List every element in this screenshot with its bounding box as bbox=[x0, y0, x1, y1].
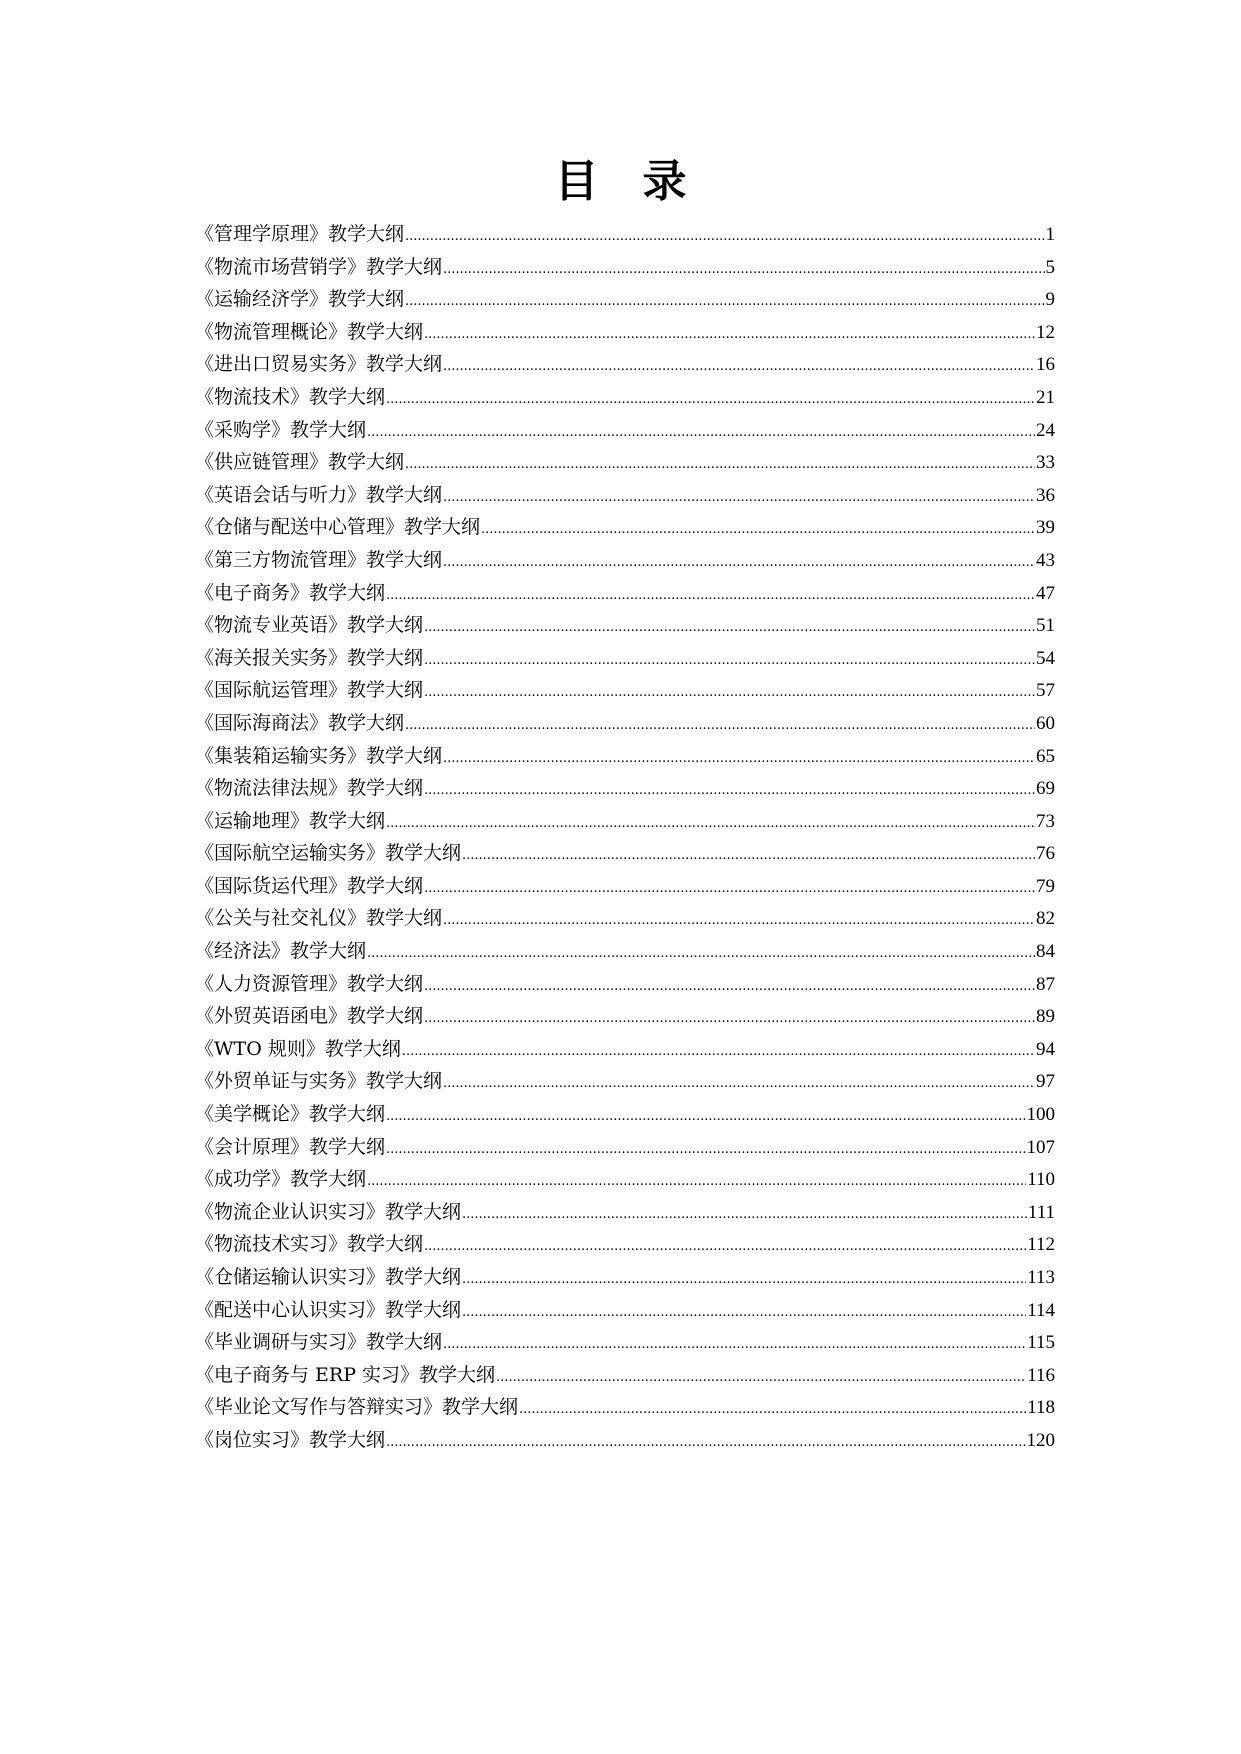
toc-entry-title: 《电子商务》教学大纲 bbox=[195, 581, 386, 604]
toc-entry[interactable] bbox=[195, 1196, 1055, 1229]
toc-entry[interactable] bbox=[195, 968, 1055, 1001]
toc-dot-leader bbox=[462, 1264, 1026, 1297]
toc-entry-title: 《外贸英语函电》教学大纲 bbox=[195, 1005, 424, 1028]
toc-entry[interactable] bbox=[195, 381, 1055, 414]
toc-entry-page-number: 69 bbox=[1036, 778, 1055, 800]
toc-entry-page-number: 84 bbox=[1036, 941, 1055, 963]
toc-entry[interactable] bbox=[195, 348, 1055, 381]
toc-entry-title: 《国际航运管理》教学大纲 bbox=[195, 679, 424, 702]
toc-entry[interactable] bbox=[195, 1228, 1055, 1261]
toc-dot-leader bbox=[386, 1427, 1025, 1460]
toc-dot-leader bbox=[386, 1101, 1025, 1134]
toc-dot-leader bbox=[443, 482, 1035, 515]
table-of-contents bbox=[195, 218, 1055, 1457]
toc-dot-leader bbox=[386, 808, 1035, 841]
toc-entry-page-number: 60 bbox=[1036, 712, 1055, 734]
toc-dot-leader bbox=[424, 971, 1035, 1004]
toc-entry[interactable] bbox=[195, 251, 1055, 284]
toc-dot-leader bbox=[443, 1068, 1035, 1101]
toc-dot-leader bbox=[405, 221, 1044, 254]
toc-entry-title: 《进出口贸易实务》教学大纲 bbox=[195, 353, 443, 376]
toc-entry-page-number: 9 bbox=[1045, 289, 1055, 311]
toc-entry-title: 《海关报关实务》教学大纲 bbox=[195, 646, 424, 669]
toc-dot-leader bbox=[519, 1394, 1026, 1427]
toc-entry-page-number: 33 bbox=[1036, 452, 1055, 474]
toc-entry-title: 《会计原理》教学大纲 bbox=[195, 1135, 386, 1158]
toc-entry[interactable] bbox=[195, 870, 1055, 903]
toc-dot-leader bbox=[481, 514, 1035, 547]
toc-entry[interactable] bbox=[195, 1326, 1055, 1359]
toc-dot-leader bbox=[443, 1329, 1026, 1362]
toc-dot-leader bbox=[443, 547, 1035, 580]
toc-entry-page-number: 21 bbox=[1036, 386, 1055, 408]
toc-dot-leader bbox=[367, 417, 1035, 450]
toc-entry-title: 《岗位实习》教学大纲 bbox=[195, 1428, 386, 1451]
toc-entry-title: 《配送中心认识实习》教学大纲 bbox=[195, 1298, 462, 1321]
toc-entry-title: 《集装箱运输实务》教学大纲 bbox=[195, 744, 443, 767]
toc-entry[interactable] bbox=[195, 1163, 1055, 1196]
toc-dot-leader bbox=[424, 612, 1035, 645]
toc-entry[interactable] bbox=[195, 805, 1055, 838]
toc-entry[interactable] bbox=[195, 707, 1055, 740]
toc-dot-leader bbox=[386, 1134, 1025, 1167]
toc-entry[interactable] bbox=[195, 902, 1055, 935]
toc-entry-title: 《成功学》教学大纲 bbox=[195, 1168, 367, 1191]
toc-entry[interactable] bbox=[195, 609, 1055, 642]
toc-entry-page-number: 120 bbox=[1026, 1429, 1055, 1451]
toc-entry-page-number: 107 bbox=[1026, 1136, 1055, 1158]
toc-entry-page-number: 39 bbox=[1036, 517, 1055, 539]
toc-entry[interactable] bbox=[195, 316, 1055, 349]
toc-entry-page-number: 73 bbox=[1036, 810, 1055, 832]
toc-dot-leader bbox=[402, 1036, 1035, 1069]
toc-dot-leader bbox=[424, 873, 1035, 906]
toc-entry-page-number: 47 bbox=[1036, 582, 1055, 604]
toc-entry-page-number: 116 bbox=[1027, 1364, 1055, 1386]
toc-dot-leader bbox=[424, 645, 1035, 678]
toc-dot-leader bbox=[443, 743, 1035, 776]
toc-entry-page-number: 89 bbox=[1036, 1006, 1055, 1028]
toc-entry[interactable] bbox=[195, 642, 1055, 675]
toc-entry[interactable] bbox=[195, 446, 1055, 479]
toc-entry-title: 《物流法律法规》教学大纲 bbox=[195, 777, 424, 800]
toc-entry-title: 《毕业调研与实习》教学大纲 bbox=[195, 1331, 443, 1354]
toc-entry-page-number: 5 bbox=[1045, 256, 1055, 278]
toc-dot-leader bbox=[462, 840, 1035, 873]
toc-dot-leader bbox=[462, 1297, 1026, 1330]
toc-entry-page-number: 87 bbox=[1036, 973, 1055, 995]
toc-entry-page-number: 16 bbox=[1036, 354, 1055, 376]
toc-entry-page-number: 79 bbox=[1036, 875, 1055, 897]
toc-dot-leader bbox=[424, 1231, 1026, 1264]
toc-entry-page-number: 97 bbox=[1036, 1071, 1055, 1093]
toc-entry[interactable] bbox=[195, 1065, 1055, 1098]
toc-entry[interactable] bbox=[195, 1424, 1055, 1457]
toc-entry-title: 《管理学原理》教学大纲 bbox=[195, 223, 405, 245]
toc-entry[interactable] bbox=[195, 218, 1055, 251]
toc-entry[interactable] bbox=[195, 577, 1055, 610]
toc-entry[interactable] bbox=[195, 837, 1055, 870]
toc-entry[interactable] bbox=[195, 935, 1055, 968]
toc-dot-leader bbox=[443, 254, 1044, 287]
toc-dot-leader bbox=[424, 677, 1035, 710]
toc-dot-leader bbox=[405, 286, 1044, 319]
toc-entry-page-number: 113 bbox=[1027, 1267, 1055, 1288]
toc-entry-page-number: 76 bbox=[1036, 843, 1055, 865]
toc-dot-leader bbox=[367, 938, 1035, 971]
toc-entry-page-number: 82 bbox=[1036, 908, 1055, 930]
toc-dot-leader bbox=[424, 1003, 1035, 1036]
toc-entry[interactable] bbox=[195, 414, 1055, 447]
toc-entry[interactable] bbox=[195, 1098, 1055, 1131]
toc-entry-title: 《运输地理》教学大纲 bbox=[195, 809, 386, 832]
toc-entry-title: 《外贸单证与实务》教学大纲 bbox=[195, 1070, 443, 1093]
toc-entry[interactable] bbox=[195, 1033, 1055, 1066]
toc-entry-title: 《物流管理概论》教学大纲 bbox=[195, 320, 424, 343]
toc-entry-title: 《人力资源管理》教学大纲 bbox=[195, 972, 424, 995]
toc-dot-leader bbox=[462, 1199, 1027, 1232]
toc-entry-page-number: 24 bbox=[1036, 419, 1055, 441]
toc-dot-leader bbox=[367, 1166, 1026, 1199]
toc-dot-leader bbox=[424, 775, 1035, 808]
toc-entry-title: 《国际航空运输实务》教学大纲 bbox=[195, 842, 462, 865]
toc-entry-title: 《英语会话与听力》教学大纲 bbox=[195, 483, 443, 506]
toc-dot-leader bbox=[424, 319, 1035, 352]
toc-entry-title: 《运输经济学》教学大纲 bbox=[195, 288, 405, 311]
toc-entry-title: 《供应链管理》教学大纲 bbox=[195, 451, 405, 474]
toc-entry-title: 《国际海商法》教学大纲 bbox=[195, 711, 405, 734]
toc-entry-title: 《采购学》教学大纲 bbox=[195, 418, 367, 441]
toc-entry[interactable] bbox=[195, 772, 1055, 805]
toc-entry-title: 《仓储运输认识实习》教学大纲 bbox=[195, 1266, 462, 1288]
toc-entry-page-number: 57 bbox=[1036, 680, 1055, 702]
toc-entry[interactable] bbox=[195, 544, 1055, 577]
toc-entry-page-number: 100 bbox=[1026, 1104, 1055, 1126]
toc-entry-title: 《毕业论文写作与答辩实习》教学大纲 bbox=[195, 1396, 519, 1419]
toc-entry-title: 《物流技术实习》教学大纲 bbox=[195, 1233, 424, 1256]
toc-entry-title: 《物流技术》教学大纲 bbox=[195, 385, 386, 408]
toc-entry-title: 《美学概论》教学大纲 bbox=[195, 1103, 386, 1126]
toc-entry-page-number: 51 bbox=[1036, 615, 1055, 637]
toc-entry-page-number: 43 bbox=[1036, 549, 1055, 571]
toc-entry[interactable] bbox=[195, 1131, 1055, 1164]
toc-entry-page-number: 114 bbox=[1027, 1299, 1055, 1321]
toc-dot-leader bbox=[405, 710, 1035, 743]
page-title-right: 录 bbox=[642, 156, 687, 207]
toc-entry-title: 《WTO 规则》教学大纲 bbox=[195, 1037, 401, 1060]
toc-dot-leader bbox=[443, 905, 1035, 938]
toc-entry[interactable] bbox=[195, 1391, 1055, 1424]
toc-entry-title: 《电子商务与 ERP 实习》教学大纲 bbox=[195, 1363, 496, 1386]
toc-entry[interactable] bbox=[195, 511, 1055, 544]
toc-entry[interactable] bbox=[195, 674, 1055, 707]
toc-entry-page-number: 54 bbox=[1036, 647, 1055, 669]
toc-entry[interactable] bbox=[195, 1000, 1055, 1033]
toc-entry-page-number: 110 bbox=[1027, 1169, 1055, 1191]
toc-entry-title: 《国际货运代理》教学大纲 bbox=[195, 874, 424, 897]
toc-entry-page-number: 94 bbox=[1036, 1038, 1055, 1060]
toc-entry-page-number: 115 bbox=[1027, 1332, 1055, 1354]
toc-dot-leader bbox=[386, 384, 1035, 417]
toc-entry[interactable] bbox=[195, 479, 1055, 512]
toc-dot-leader bbox=[443, 351, 1035, 384]
toc-dot-leader bbox=[386, 580, 1035, 613]
toc-dot-leader bbox=[405, 449, 1035, 482]
toc-entry-page-number: 111 bbox=[1027, 1201, 1055, 1223]
toc-entry-page-number: 36 bbox=[1036, 484, 1055, 506]
toc-entry-title: 《物流专业英语》教学大纲 bbox=[195, 614, 424, 637]
toc-entry-title: 《物流企业认识实习》教学大纲 bbox=[195, 1200, 462, 1223]
toc-entry[interactable] bbox=[195, 283, 1055, 316]
page-title-left: 目 bbox=[554, 156, 599, 207]
toc-entry-page-number: 118 bbox=[1027, 1397, 1055, 1419]
toc-entry[interactable] bbox=[195, 1359, 1055, 1392]
toc-entry-page-number: 1 bbox=[1045, 224, 1055, 245]
toc-entry-title: 《物流市场营销学》教学大纲 bbox=[195, 255, 443, 278]
toc-entry-page-number: 112 bbox=[1027, 1234, 1055, 1256]
toc-entry-title: 《第三方物流管理》教学大纲 bbox=[195, 548, 443, 571]
toc-entry[interactable] bbox=[195, 740, 1055, 773]
toc-entry-title: 《经济法》教学大纲 bbox=[195, 940, 367, 963]
toc-entry-page-number: 65 bbox=[1036, 745, 1055, 767]
toc-dot-leader bbox=[496, 1362, 1026, 1395]
toc-entry[interactable] bbox=[195, 1261, 1055, 1294]
toc-entry-title: 《仓储与配送中心管理》教学大纲 bbox=[195, 516, 481, 539]
page-title bbox=[0, 152, 1241, 212]
toc-entry[interactable] bbox=[195, 1294, 1055, 1327]
toc-entry-page-number: 12 bbox=[1036, 321, 1055, 343]
toc-entry-title: 《公关与社交礼仪》教学大纲 bbox=[195, 907, 443, 930]
